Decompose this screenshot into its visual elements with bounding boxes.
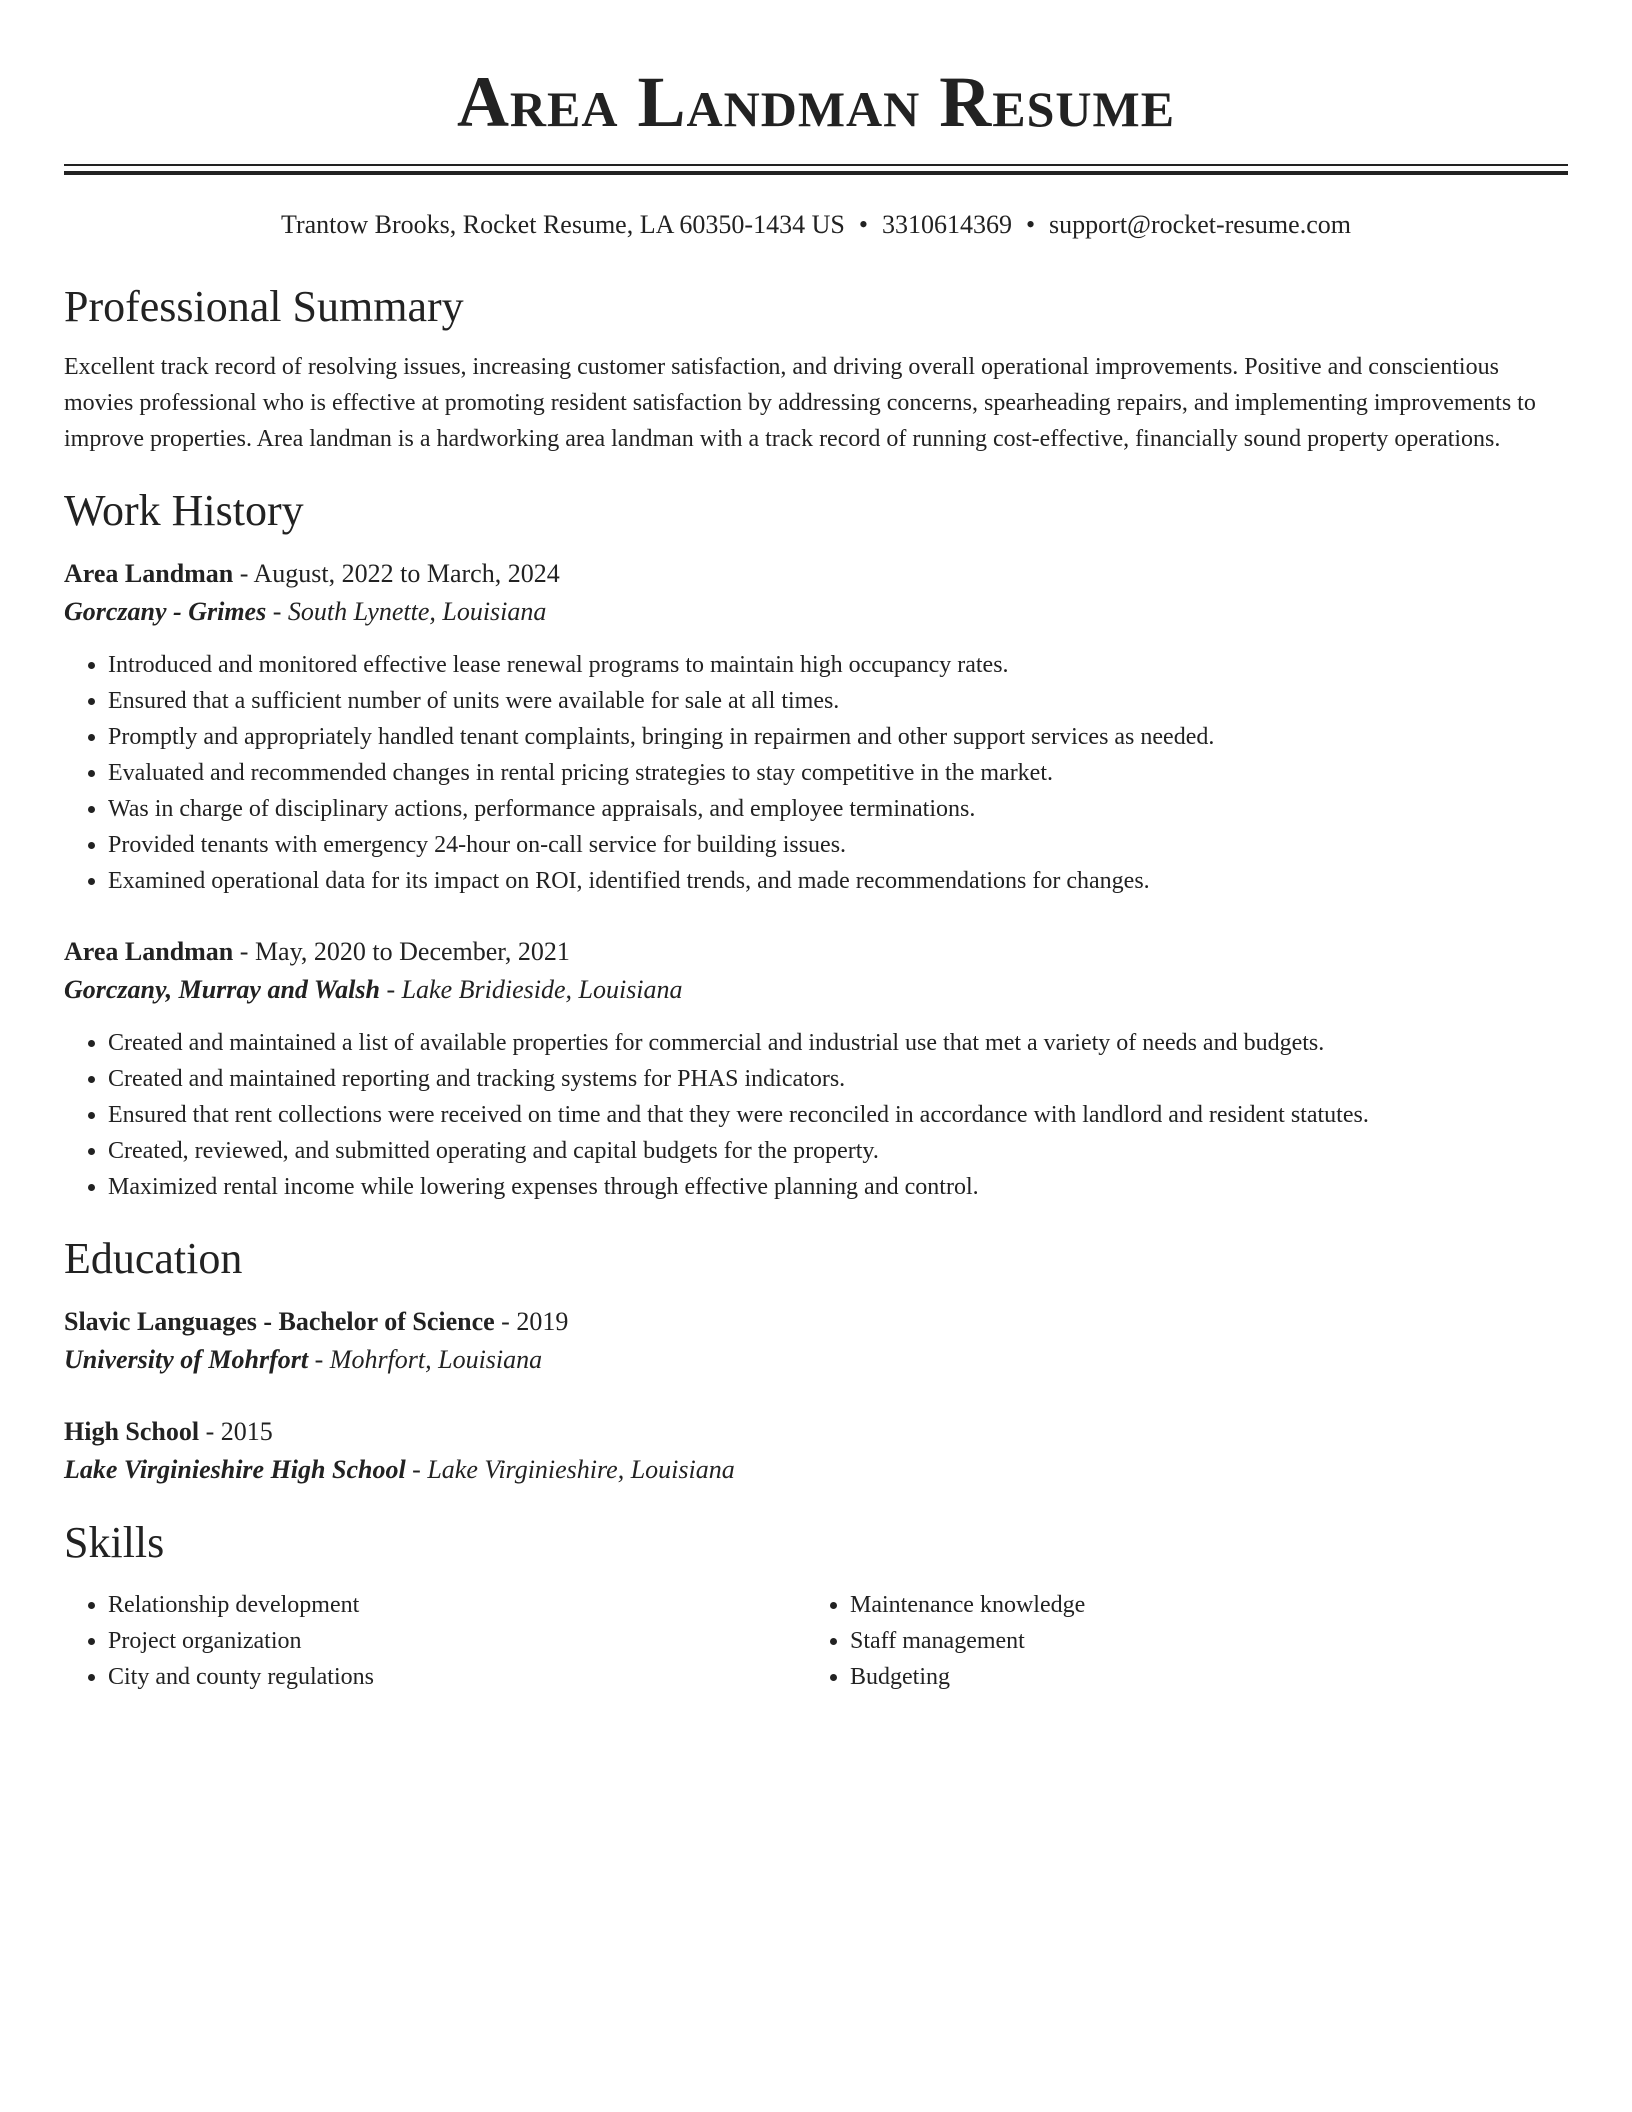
contact-separator: • [1025,210,1036,239]
work-history-heading: Work History [64,486,304,535]
education-location: - Mohrfort, Louisiana [308,1345,543,1374]
summary-heading: Professional Summary [64,282,464,331]
resume-page [64,0,1568,1695]
job-duty: • Was in charge of disciplinary actions, performance appraisals, and employee terminations. [108,791,1568,827]
contact-email: support@rocket-resume.com [1049,210,1351,239]
job-duty: • Created and maintained reporting and tracking systems for PHAS indicators. [108,1061,1568,1097]
job-duty: • Examined operational data for its impact on ROI, identified trends, and made recommendations for changes. [108,863,1568,899]
skills-list-left [64,1587,806,1695]
education-school: University of Mohrfort [64,1345,309,1374]
resume-title: Area Landman Resume [456,62,1176,142]
job-title-line [64,933,1568,971]
job-duties-list [64,1025,1568,1205]
education-year: - 2015 [199,1417,273,1446]
job-title-line [64,555,1568,593]
skills-grid [64,1587,1568,1695]
skill-item: • Budgeting [850,1659,1548,1695]
title-divider-thin [64,164,1568,166]
skill-item: • Project organization [108,1623,806,1659]
job-entry [64,933,1568,1205]
contact-separator: • [858,210,868,239]
education-location: - Lake Virginieshire, Louisiana [405,1455,735,1484]
title-divider-thick [64,171,1568,175]
job-duty: • Created, reviewed, and submitted operating and capital budgets for the property. [108,1133,1568,1169]
job-duty: • Provided tenants with emergency 24-hour on-call service for building issues. [108,827,1568,863]
job-duty: • Ensured that rent collections were received on time and that they were reconciled in accordance with landlord and resident statutes. [108,1097,1568,1133]
education-degree: Slavic Languages - Bachelor of Science [64,1307,495,1336]
contact-line [64,209,1568,241]
job-location: - South Lynette, Louisiana [266,597,547,626]
job-duty: • Introduced and monitored effective lease renewal programs to maintain high occupancy rates. [108,647,1568,683]
skill-item: • Staff management [850,1623,1548,1659]
job-title: Area Landman [64,559,234,588]
education-degree-line [64,1303,1568,1341]
education-school-line [64,1341,1568,1379]
skill-item: • City and county regulations [108,1659,806,1695]
job-title: Area Landman [64,937,234,966]
education-school: Lake Virginieshire High School [64,1455,406,1484]
job-duty: • Created and maintained a list of available properties for commercial and industrial use that met a variety of needs and budgets. [108,1025,1568,1061]
job-company: Gorczany - Grimes [64,597,267,626]
job-dates: - May, 2020 to December, 2021 [233,937,570,966]
contact-phone: 3310614369 [881,210,1012,239]
education-entry [64,1413,1568,1489]
job-dates: - August, 2022 to March, 2024 [233,559,560,588]
education-entry [64,1303,1568,1379]
job-company-line [64,971,1568,1009]
skill-item: • Maintenance knowledge [850,1587,1548,1623]
education-degree: High School [64,1417,200,1446]
skills-heading: Skills [64,1518,165,1567]
job-entry [64,555,1568,899]
job-location: - Lake Bridieside, Louisiana [379,975,683,1004]
job-duties-list [64,647,1568,899]
job-company-line [64,593,1568,631]
contact-address: Trantow Brooks, Rocket Resume, LA 60350-1434 US [281,210,845,239]
skill-item: • Relationship development [108,1587,806,1623]
education-heading: Education [64,1234,243,1283]
summary-text: Excellent track record of resolving issues, increasing customer satisfaction, and driving overall operational improvements. Positive and conscientious movies professional who is effective at promoting resident satisfaction by addressing concerns, spearheading repairs, and implementing improvements to improve properties. Area landman is a hardworking area landman with a track record of running cost-effective, financially sound property operations. [64,354,1536,452]
skills-list-right [806,1587,1548,1695]
job-duty: • Maximized rental income while lowering expenses through effective planning and control. [108,1169,1568,1205]
education-school-line [64,1451,1568,1489]
education-degree-line [64,1413,1568,1451]
job-duty: • Ensured that a sufficient number of units were available for sale at all times. [108,683,1568,719]
education-year: - 2019 [494,1307,569,1336]
job-duty: • Evaluated and recommended changes in rental pricing strategies to stay competitive in the market. [108,755,1568,791]
job-company: Gorczany, Murray and Walsh [64,975,380,1004]
job-duty: • Promptly and appropriately handled tenant complaints, bringing in repairmen and other support services as needed. [108,719,1568,755]
